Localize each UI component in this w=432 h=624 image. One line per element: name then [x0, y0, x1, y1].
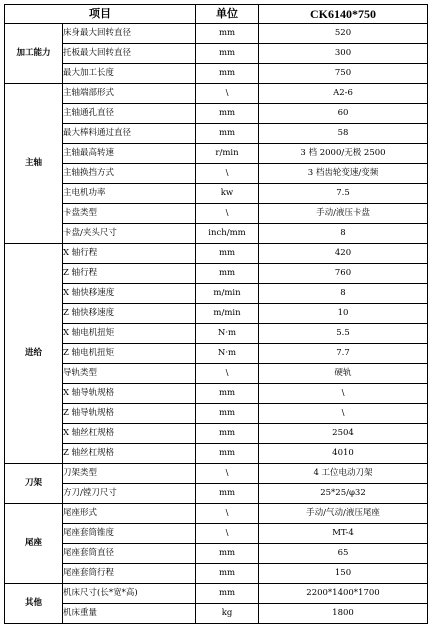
spec-item: 机床重量	[63, 604, 196, 624]
spec-unit: \	[196, 164, 259, 184]
spec-item: Z 轴电机扭矩	[63, 344, 196, 364]
spec-unit: mm	[196, 124, 259, 144]
table-row	[5, 144, 428, 164]
spec-item: X 轴行程	[63, 244, 196, 264]
spec-item: X 轴丝杠规格	[63, 424, 196, 444]
spec-unit: N·m	[196, 324, 259, 344]
spec-unit: \	[196, 84, 259, 104]
group-label: 进给	[5, 244, 63, 464]
spec-value: 10	[259, 304, 428, 324]
spec-item: Z 轴丝杠规格	[63, 444, 196, 464]
spec-value: 150	[259, 564, 428, 584]
table-row	[5, 304, 428, 324]
table-row	[5, 364, 428, 384]
spec-unit: \	[196, 204, 259, 224]
table-row	[5, 444, 428, 464]
spec-value: 手动/气动/液压尾座	[259, 504, 428, 524]
spec-unit: mm	[196, 64, 259, 84]
spec-unit: m/min	[196, 304, 259, 324]
table-row	[5, 284, 428, 304]
table-row	[5, 224, 428, 244]
spec-unit: mm	[196, 244, 259, 264]
spec-item: 卡盘/夹头尺寸	[63, 224, 196, 244]
table-row	[5, 464, 428, 484]
spec-unit: mm	[196, 24, 259, 44]
spec-value: 5.5	[259, 324, 428, 344]
table-row	[5, 384, 428, 404]
table-row	[5, 104, 428, 124]
spec-unit: \	[196, 364, 259, 384]
spec-item: Z 轴导轨规格	[63, 404, 196, 424]
group-label: 其他	[5, 584, 63, 624]
spec-item: 主轴通孔直径	[63, 104, 196, 124]
spec-value: \	[259, 404, 428, 424]
table-row	[5, 344, 428, 364]
spec-value: 4 工位电动刀架	[259, 464, 428, 484]
spec-unit: mm	[196, 264, 259, 284]
spec-item: 方刀/镗刀尺寸	[63, 484, 196, 504]
spec-value: 520	[259, 24, 428, 44]
spec-unit: mm	[196, 584, 259, 604]
spec-value: 3 档齿轮变速/变频	[259, 164, 428, 184]
spec-value: 65	[259, 544, 428, 564]
spec-value: 3 档 2000/无极 2500	[259, 144, 428, 164]
spec-unit: r/min	[196, 144, 259, 164]
spec-value: 60	[259, 104, 428, 124]
table-row	[5, 584, 428, 604]
spec-value: MT-4	[259, 524, 428, 544]
group-label: 刀架	[5, 464, 63, 504]
spec-value: 750	[259, 64, 428, 84]
spec-value: 420	[259, 244, 428, 264]
group-label: 加工能力	[5, 24, 63, 84]
spec-value: 8	[259, 224, 428, 244]
spec-unit: m/min	[196, 284, 259, 304]
spec-unit: mm	[196, 104, 259, 124]
header-model: CK6140*750	[259, 5, 428, 24]
group-label: 主轴	[5, 84, 63, 244]
table-row	[5, 564, 428, 584]
spec-value: 58	[259, 124, 428, 144]
table-row	[5, 424, 428, 444]
spec-item: 主电机功率	[63, 184, 196, 204]
spec-item: 尾座套筒行程	[63, 564, 196, 584]
table-row	[5, 324, 428, 344]
spec-item: Z 轴快移速度	[63, 304, 196, 324]
spec-value: 25*25/φ32	[259, 484, 428, 504]
spec-unit: kw	[196, 184, 259, 204]
table-row	[5, 124, 428, 144]
header-item: 项目	[5, 5, 196, 24]
spec-value: 2504	[259, 424, 428, 444]
spec-unit: mm	[196, 564, 259, 584]
spec-item: 卡盘类型	[63, 204, 196, 224]
table-row	[5, 484, 428, 504]
spec-value: 8	[259, 284, 428, 304]
spec-unit: mm	[196, 444, 259, 464]
spec-item: X 轴导轨规格	[63, 384, 196, 404]
table-row	[5, 244, 428, 264]
table-row	[5, 504, 428, 524]
spec-value: 4010	[259, 444, 428, 464]
spec-item: 主轴换挡方式	[63, 164, 196, 184]
table-row	[5, 204, 428, 224]
table-row	[5, 44, 428, 64]
spec-unit: mm	[196, 384, 259, 404]
spec-unit: mm	[196, 404, 259, 424]
header-row	[5, 5, 428, 24]
spec-value: \	[259, 384, 428, 404]
table-row	[5, 164, 428, 184]
spec-item: 刀架类型	[63, 464, 196, 484]
spec-unit: kg	[196, 604, 259, 624]
spec-item: 主轴端部形式	[63, 84, 196, 104]
spec-item: X 轴电机扭矩	[63, 324, 196, 344]
spec-item: 机床尺寸(长*宽*高)	[63, 584, 196, 604]
header-unit: 单位	[196, 5, 259, 24]
spec-value: A2-6	[259, 84, 428, 104]
group-label: 尾座	[5, 504, 63, 584]
spec-item: 尾座套筒锥度	[63, 524, 196, 544]
table-row	[5, 84, 428, 104]
spec-table	[4, 4, 428, 624]
spec-item: 主轴最高转速	[63, 144, 196, 164]
spec-item: 最大棒料通过直径	[63, 124, 196, 144]
spec-item: X 轴快移速度	[63, 284, 196, 304]
spec-item: 最大加工长度	[63, 64, 196, 84]
spec-item: 导轨类型	[63, 364, 196, 384]
spec-value: 1800	[259, 604, 428, 624]
table-row	[5, 544, 428, 564]
spec-unit: mm	[196, 484, 259, 504]
spec-item: 床身最大回转直径	[63, 24, 196, 44]
spec-unit: mm	[196, 424, 259, 444]
spec-item: 尾座套筒直径	[63, 544, 196, 564]
spec-value: 手动/液压卡盘	[259, 204, 428, 224]
table-row	[5, 264, 428, 284]
spec-unit: inch/mm	[196, 224, 259, 244]
spec-item: 托板最大回转直径	[63, 44, 196, 64]
spec-item: 尾座形式	[63, 504, 196, 524]
table-row	[5, 524, 428, 544]
spec-value: 300	[259, 44, 428, 64]
spec-value: 7.7	[259, 344, 428, 364]
spec-item: Z 轴行程	[63, 264, 196, 284]
spec-unit: \	[196, 524, 259, 544]
table-row	[5, 184, 428, 204]
spec-unit: \	[196, 504, 259, 524]
spec-value: 2200*1400*1700	[259, 584, 428, 604]
table-row	[5, 64, 428, 84]
spec-body	[5, 24, 428, 624]
spec-value: 7.5	[259, 184, 428, 204]
spec-value: 760	[259, 264, 428, 284]
spec-unit: N·m	[196, 344, 259, 364]
spec-unit: \	[196, 464, 259, 484]
spec-unit: mm	[196, 44, 259, 64]
spec-unit: mm	[196, 544, 259, 564]
table-row	[5, 604, 428, 624]
table-row	[5, 404, 428, 424]
table-row	[5, 24, 428, 44]
spec-value: 硬轨	[259, 364, 428, 384]
